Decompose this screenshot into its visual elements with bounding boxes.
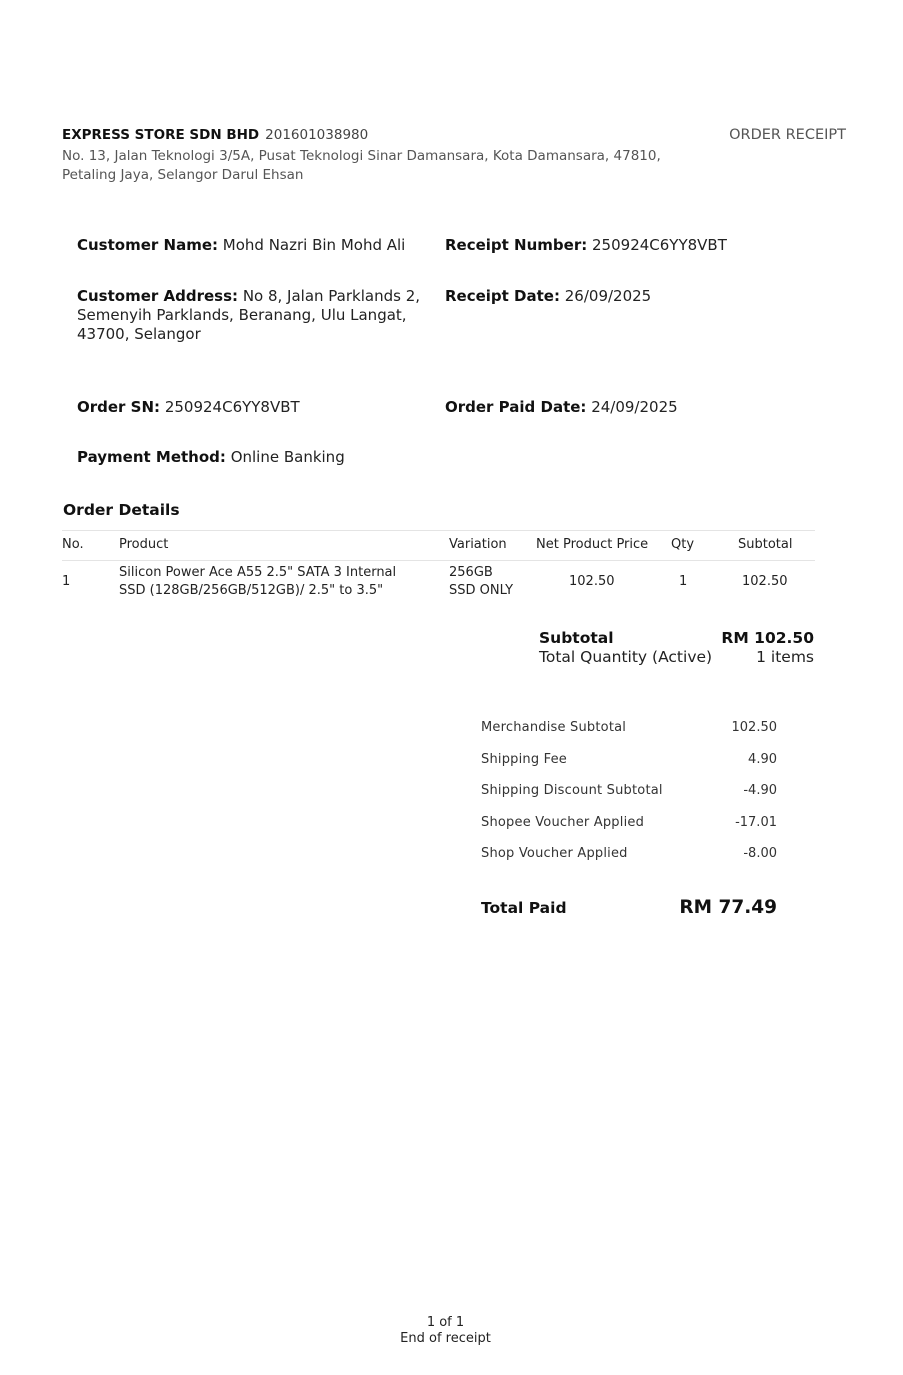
table-header-rule	[62, 560, 815, 561]
row-product-line2: SSD (128GB/256GB/512GB)/ 2.5" to 3.5"	[119, 583, 384, 598]
breakdown-value: 102.50	[731, 720, 777, 735]
order-paid-date-field	[445, 398, 678, 417]
column-header-qty: Qty	[671, 537, 695, 552]
store-registration-number: 201601038980	[265, 127, 369, 143]
subtotal-label: Subtotal	[539, 629, 614, 647]
total-paid-value: RM 77.49	[679, 897, 777, 918]
row-qty: 1	[679, 574, 688, 589]
store-header	[62, 127, 368, 143]
row-no: 1	[62, 574, 71, 589]
payment-method-label: Payment Method:	[77, 448, 226, 466]
column-header-no: No.	[62, 537, 84, 552]
breakdown-label: Shipping Discount Subtotal	[481, 783, 663, 798]
customer-address-value: No 8, Jalan Parklands 2, Semenyih Parklands, Beranang, Ulu Langat, 43700, Selangor	[77, 287, 421, 343]
payment-method-field	[77, 448, 345, 467]
total-quantity-value: 1 items	[756, 648, 814, 666]
receipt-number-label: Receipt Number:	[445, 236, 588, 254]
customer-name-field	[77, 236, 405, 255]
row-subtotal: 102.50	[742, 574, 788, 589]
subtotal-value: RM 102.50	[721, 629, 814, 647]
breakdown-label: Merchandise Subtotal	[481, 720, 627, 735]
row-net-price: 102.50	[569, 574, 615, 589]
order-sn-value: 250924C6YY8VBT	[164, 398, 300, 416]
end-of-receipt: End of receipt	[400, 1331, 491, 1346]
total-paid-label: Total Paid	[481, 899, 567, 917]
customer-address-field	[77, 287, 429, 344]
column-header-product: Product	[119, 537, 169, 552]
page-number: 1 of 1	[426, 1315, 465, 1330]
breakdown-label: Shipping Fee	[481, 752, 568, 767]
table-top-rule	[62, 530, 815, 531]
receipt-date-field	[445, 287, 651, 306]
customer-address-label: Customer Address:	[77, 287, 239, 305]
order-details-title: Order Details	[63, 501, 180, 519]
customer-name-label: Customer Name:	[77, 236, 218, 254]
row-product-line1: Silicon Power Ace A55 2.5" SATA 3 Internal	[119, 565, 397, 580]
receipt-number-value: 250924C6YY8VBT	[592, 236, 727, 254]
receipt-date-label: Receipt Date:	[445, 287, 560, 305]
store-address: No. 13, Jalan Teknologi 3/5A, Pusat Teknologi Sinar Damansara, Kota Damansara, 47810, Petaling Jaya, Selangor Darul Ehsan	[62, 148, 661, 183]
receipt-date-value: 26/09/2025	[564, 287, 652, 305]
breakdown-value: 4.90	[748, 752, 777, 767]
receipt-number-field	[445, 236, 727, 255]
row-variation-line1: 256GB	[449, 565, 493, 580]
breakdown-value: -4.90	[743, 783, 777, 798]
order-paid-date-label: Order Paid Date:	[445, 398, 587, 416]
column-header-subtotal: Subtotal	[738, 537, 793, 552]
breakdown-value: -17.01	[735, 815, 777, 830]
column-header-variation: Variation	[449, 537, 507, 552]
order-sn-label: Order SN:	[77, 398, 161, 416]
customer-name-value: Mohd Nazri Bin Mohd Ali	[222, 236, 406, 254]
order-sn-field	[77, 398, 300, 417]
breakdown-value: -8.00	[743, 846, 777, 861]
order-paid-date-value: 24/09/2025	[591, 398, 678, 416]
breakdown-label: Shop Voucher Applied	[481, 846, 628, 861]
total-quantity-label: Total Quantity (Active)	[539, 648, 713, 666]
store-name: EXPRESS STORE SDN BHD	[62, 127, 260, 143]
row-variation-line2: SSD ONLY	[449, 583, 514, 598]
breakdown-label: Shopee Voucher Applied	[481, 815, 645, 830]
column-header-net-price: Net Product Price	[536, 537, 649, 552]
payment-method-value: Online Banking	[230, 448, 345, 466]
document-type: ORDER RECEIPT	[729, 127, 846, 143]
